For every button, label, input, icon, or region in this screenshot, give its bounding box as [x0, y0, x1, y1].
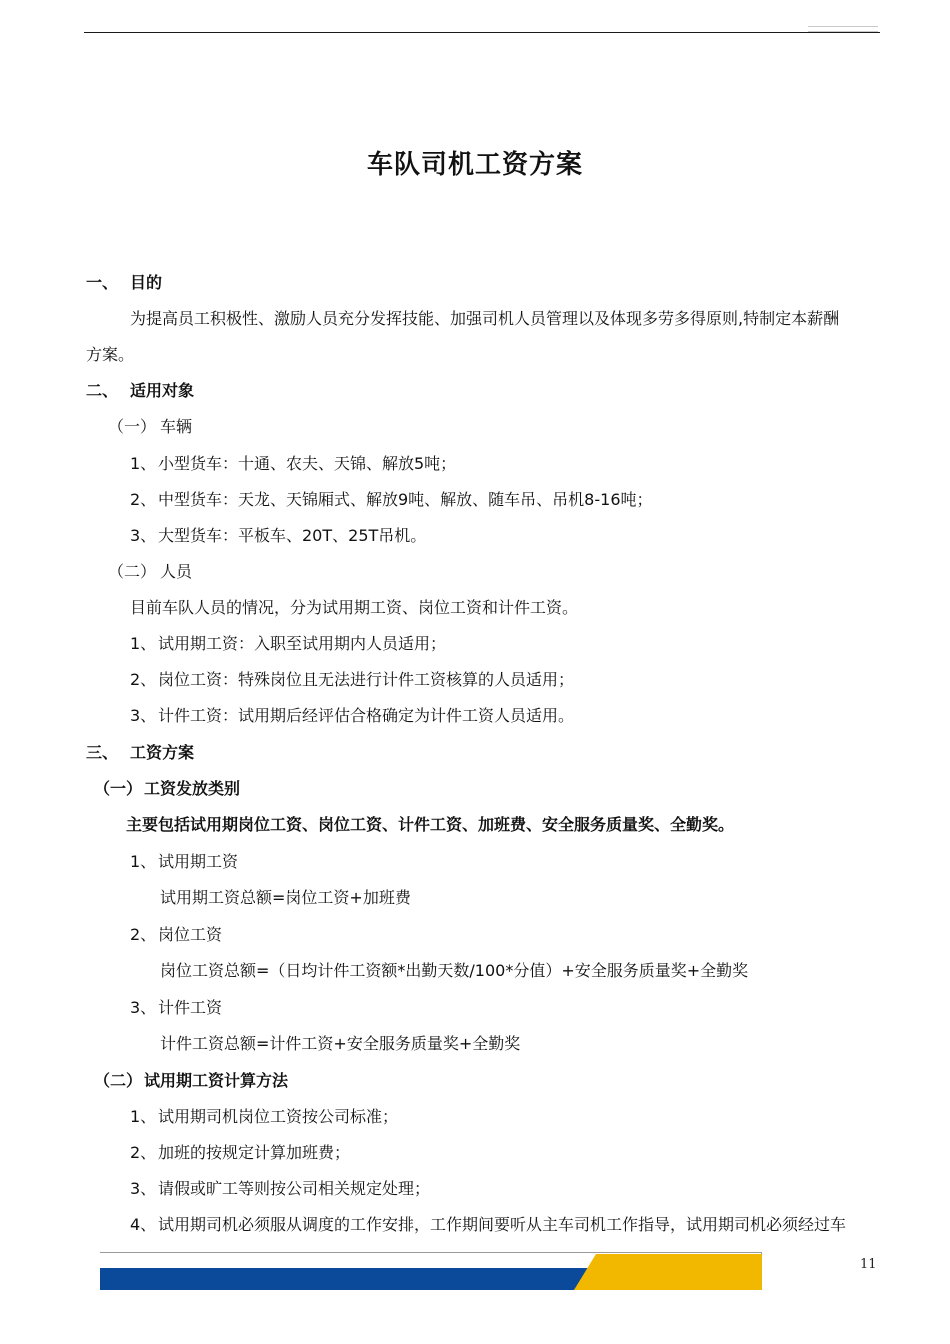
section-heading: 工资方案: [130, 743, 195, 762]
list-number: 2、: [130, 490, 157, 509]
footer-bar: [100, 1252, 762, 1290]
list-number: 2、: [130, 670, 157, 689]
subsection-heading: 车辆: [160, 417, 193, 436]
paragraph: 方案。: [86, 345, 135, 364]
formula-text: 计件工资总额=计件工资+安全服务质量奖+全勤奖: [160, 1034, 521, 1053]
list-item: 试用期司机必须服从调度的工作安排，工作期间要听从主车司机工作指导，试用期司机必须经过车: [158, 1215, 847, 1234]
header-mark: [808, 26, 878, 32]
footer-blue-stripe: [100, 1268, 590, 1290]
section-number: 二、: [86, 381, 119, 400]
section-number: 一、: [86, 273, 119, 292]
list-item: 岗位工资: [158, 925, 223, 944]
list-number: 3、: [130, 526, 157, 545]
list-number: 3、: [130, 1179, 157, 1198]
subsection-heading: 试用期工资计算方法: [144, 1071, 289, 1090]
subsection-heading: 人员: [160, 562, 193, 581]
list-number: 1、: [130, 1107, 157, 1126]
list-number: 3、: [130, 706, 157, 725]
list-number: 4、: [130, 1215, 157, 1234]
list-item: 试用期工资: [158, 852, 239, 871]
list-number: 3、: [130, 998, 157, 1017]
list-item: 计件工资：试用期后经评估合格确定为计件工资人员适用。: [158, 706, 575, 725]
subsection-number: （二）: [94, 1071, 143, 1090]
section-heading: 适用对象: [130, 381, 195, 400]
subsection-heading: 工资发放类别: [144, 779, 241, 798]
list-item: 试用期工资：入职至试用期内人员适用；: [158, 634, 447, 653]
list-number: 2、: [130, 925, 157, 944]
paragraph: 目前车队人员的情况，分为试用期工资、岗位工资和计件工资。: [130, 598, 579, 617]
list-item: 小型货车：十通、农夫、天锦、解放5吨；: [158, 454, 457, 473]
list-item: 请假或旷工等则按公司相关规定处理；: [158, 1179, 431, 1198]
page-number: 11: [860, 1257, 877, 1272]
section-number: 三、: [86, 743, 119, 762]
document-title: 车队司机工资方案: [366, 150, 583, 180]
section-heading: 目的: [130, 273, 163, 292]
list-item: 试用期司机岗位工资按公司标准；: [158, 1107, 399, 1126]
subsection-number: （一）: [94, 779, 143, 798]
list-number: 1、: [130, 852, 157, 871]
footer-yellow-stripe: [574, 1254, 762, 1290]
list-item: 计件工资: [158, 998, 223, 1017]
subsection-number: （二）: [108, 562, 157, 581]
list-number: 1、: [130, 634, 157, 653]
subsection-number: （一）: [108, 417, 157, 436]
list-item: 加班的按规定计算加班费；: [158, 1143, 351, 1162]
list-item: 大型货车：平板车、20T、25T吊机。: [158, 526, 427, 545]
list-item: 中型货车：天龙、天锦厢式、解放9吨、解放、随车吊、吊机8-16吨；: [158, 490, 653, 509]
list-number: 1、: [130, 454, 157, 473]
summary-text: 主要包括试用期岗位工资、岗位工资、计件工资、加班费、安全服务质量奖、全勤奖。: [126, 815, 735, 834]
paragraph: 为提高员工积极性、激励人员充分发挥技能、加强司机人员管理以及体现多劳多得原则,特制定本薪酬: [130, 309, 840, 328]
list-number: 2、: [130, 1143, 157, 1162]
formula-text: 岗位工资总额=（日均计件工资额*出勤天数/100*分值）+安全服务质量奖+全勤奖: [160, 961, 749, 980]
header-rule: [84, 32, 880, 33]
list-item: 岗位工资：特殊岗位且无法进行计件工资核算的人员适用；: [158, 670, 575, 689]
formula-text: 试用期工资总额=岗位工资+加班费: [160, 888, 411, 907]
